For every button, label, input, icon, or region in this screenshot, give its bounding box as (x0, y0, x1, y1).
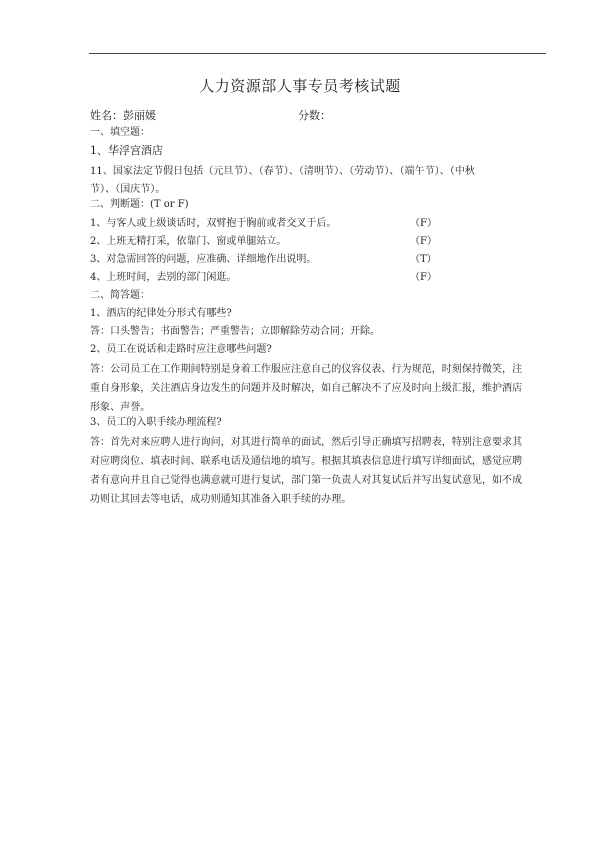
short-answer-2 (90, 360, 546, 417)
text-line: 答：首先对来应聘人进行询问，对其进行简单的面试，然后引导正确填写招聘表，特别注意要求其 (90, 437, 523, 448)
text-line: 者有意向并且自己觉得也满意就可进行复试，部门第一负责人对其复试后并写出复试意见，如不成 (90, 475, 523, 486)
judge-item: 3、对急需回答的问题，应准确、详细地作出说明。 (90, 254, 317, 265)
name-label: 姓名：彭丽媛 (90, 109, 156, 122)
short-answer-1: 答：口头警告；书面警告；严重警告；立即解除劳动合同；开除。 (90, 326, 380, 337)
short-question-2: 2、员工在说话和走路时应注意哪些问题? (90, 344, 272, 355)
judge-item: 2、上班无精打采，依靠门、窗或单腿站立。 (90, 236, 287, 247)
judge-answer: （T） (410, 254, 437, 265)
judge-answer: （F） (410, 236, 437, 247)
fill-section-subheading: 1、华浮宫酒店 (90, 144, 163, 157)
header-rule (89, 53, 546, 54)
short-section-heading: 二、简答题： (90, 290, 150, 301)
short-question-3: 3、员工的入职手续办理流程? (90, 417, 222, 428)
score-label: 分数： (298, 109, 331, 122)
text-line: 重自身形象，关注酒店身边发生的问题并及时解决，如自己解决不了应及时向上级汇报，维护酒店 (90, 383, 523, 394)
short-answer-3 (90, 433, 546, 509)
text-line: 答：公司员工在工作期间特别是身着工作服应注意自己的仪容仪表、行为规范，时刻保持微笑，注 (90, 364, 523, 375)
text-line: 对应聘岗位、填表时间、联系电话及通信地的填写。根据其填表信息进行填写详细面试，感觉应聘 (90, 456, 523, 467)
fill-question-11 (90, 163, 546, 199)
judge-item: 1、与客人或上级谈话时，双臂抱于胸前或者交叉于后。 (90, 218, 337, 229)
short-question-1: 1、酒店的纪律处分形式有哪些? (90, 308, 232, 319)
text-line: 11、国家法定节假日包括（元旦节）、（春节）、（清明节）、（劳动节）、（端午节）、（中秋 (90, 166, 475, 177)
text-line: 节）、（国庆节）。 (90, 184, 166, 195)
text-line: 功则让其回去等电话，成功则通知其准备入职手续的办理。 (90, 494, 352, 505)
page-title: 人力资源部人事专员考核试题 (199, 77, 401, 95)
judge-answer: （F） (410, 218, 437, 229)
judge-item: 4、上班时间，去别的部门闲逛。 (90, 272, 237, 283)
fill-section-heading: 一、填空题： (90, 127, 150, 138)
judge-section-heading: 二、判断题：(T or F) (90, 199, 189, 210)
judge-answer: （F） (410, 272, 437, 283)
text-line: 形象、声誉。 (90, 402, 151, 413)
